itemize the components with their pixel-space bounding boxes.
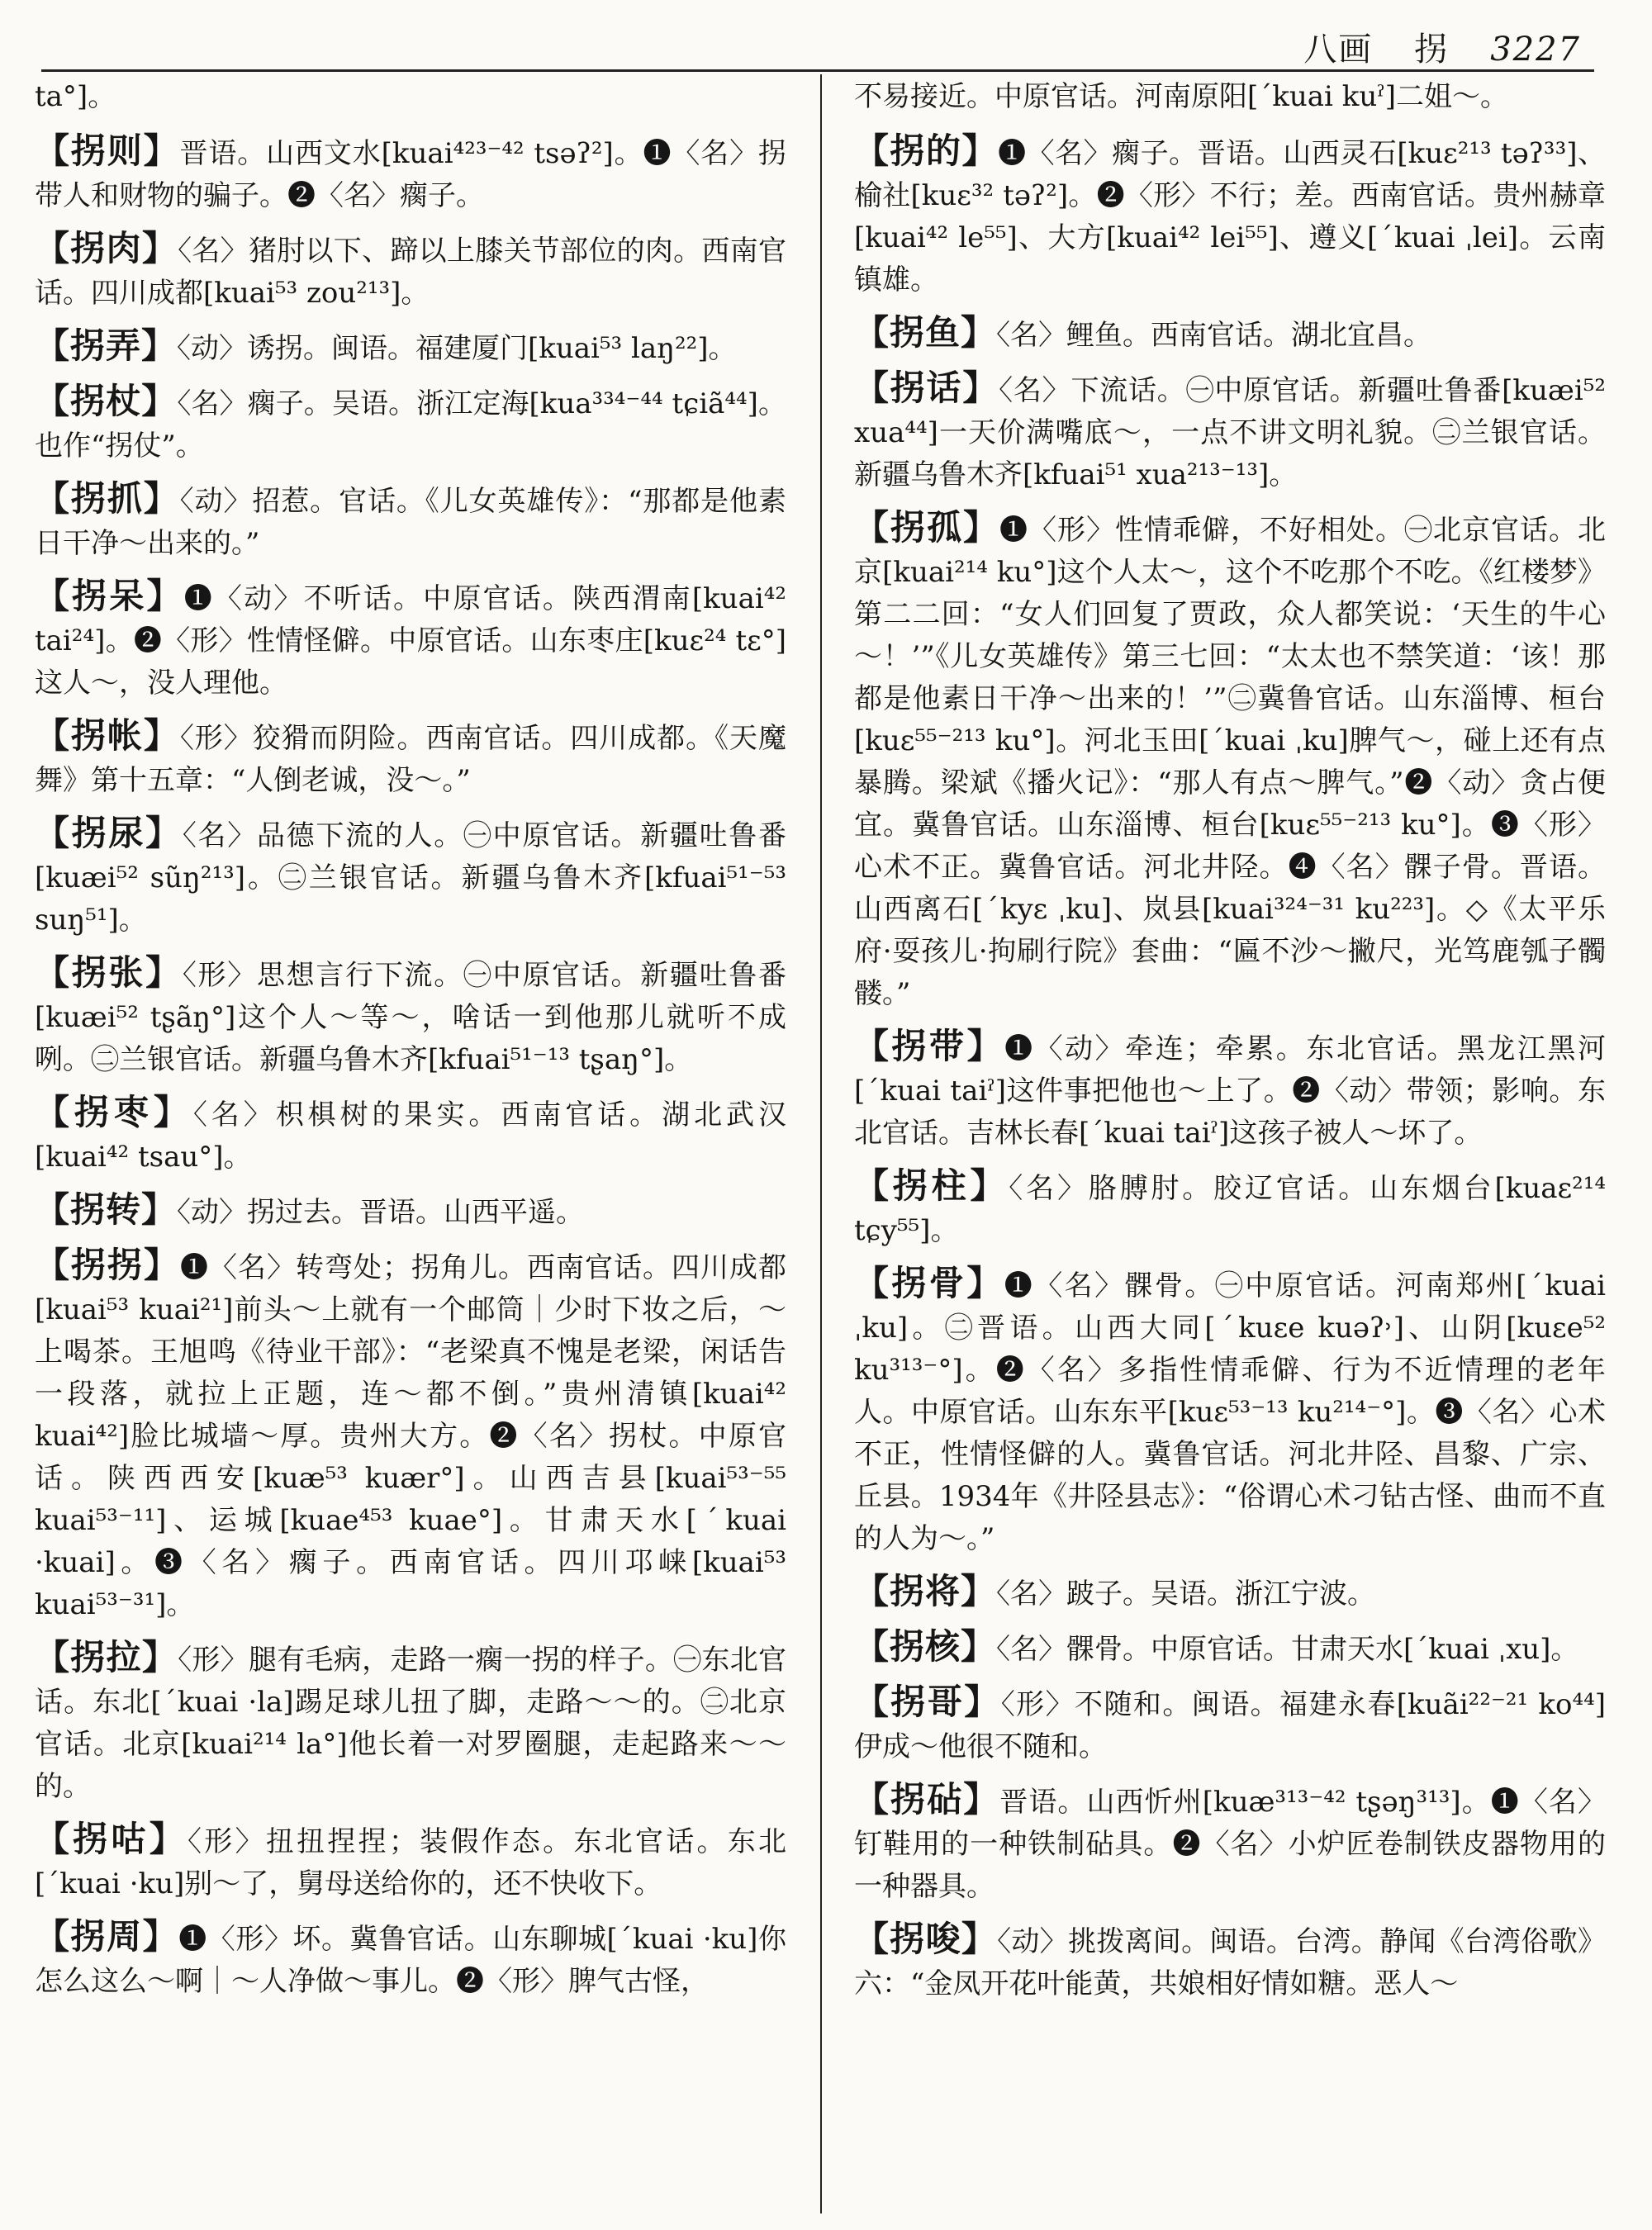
entry-definition: 〈名〉瘸子。吴语。浙江定海[kua³³⁴⁻⁴⁴ tɕiã⁴⁴]。也作“拐仗”。 bbox=[35, 387, 786, 463]
entry-headword: 【拐弄】 bbox=[35, 325, 178, 366]
dictionary-entry bbox=[35, 812, 786, 942]
entry-headword: 【拐肉】 bbox=[35, 228, 178, 268]
dictionary-entry bbox=[35, 477, 786, 565]
entry-definition: 〈形〉思想言行下流。㊀中原官话。新疆吐鲁番[kuæi⁵² tʂãŋ°]这个人～等～，啥话一到他那儿就听不成咧。㊁兰银官话。新疆乌鲁木齐[kfuai⁵¹⁻¹³ tʂaŋ°]。 bbox=[35, 959, 786, 1076]
dictionary-entry bbox=[35, 380, 786, 467]
entry-definition: 〈形〉腿有毛病，走路一瘸一拐的样子。㊀东北官话。东北[ˊkuai ·la]踢足球儿扭了脚，走路～～的。㊁北京官话。北京[kuai²¹⁴ la°]他长着一对罗圈腿，走起路来～～的。 bbox=[35, 1644, 786, 1803]
dictionary-entry bbox=[854, 1918, 1606, 2005]
entry-definition: 〈名〉品德下流的人。㊀中原官话。新疆吐鲁番[kuæi⁵² sũŋ²¹³]。㊁兰银官话。新疆乌鲁木齐[kfuai⁵¹⁻⁵³ suŋ⁵¹]。 bbox=[35, 819, 786, 937]
entry-definition: ❶〈名〉转弯处；拐角儿。西南官话。四川成都[kuai⁵³ kuai²¹]前头～上就有一个邮筒｜少时下妆之后，～上喝茶。王旭鸣《待业干部》：“老梁真不愧是老梁，闲话告一段落，就拉上正题，连～都不倒。”贵州清镇[kuai⁴² kuai⁴²]脸比城墙～厚。贵州大方。❷〈名〉拐杖。中原官话。陕西西安[kuæ⁵³ kuær°]。山西吉县[kuai⁵³⁻⁵⁵ kuai⁵³⁻¹¹]、运城[kuae⁴⁵³ kuae°]。甘肃天水[ˊkuai ·kuai]。❸〈名〉瘸子。西南官话。四川邛崃[kuai⁵³ kuai⁵³⁻³¹]。 bbox=[35, 1251, 786, 1621]
entry-definition: ❶〈形〉性情乖僻，不好相处。㊀北京官话。北京[kuai²¹⁴ ku°]这个人太～，这个不吃那个不吃。《红楼梦》第二二回：“女人们回复了贾政，众人都笑说：‘天生的牛心～！’”《儿女英雄传》第三七回：“太太也不禁笑道：‘该！那都是他素日干净～出来的！’”㊁冀鲁官话。山东淄博、桓台[kuɛ⁵⁵⁻²¹³ ku°]。河北玉田[ˊkuai ˌku]脾气～，碰上还有点暴腾。梁斌《播火记》：“那人有点～脾气。”❷〈动〉贪占便宜。冀鲁官话。山东淄博、桓台[kuɛ⁵⁵⁻²¹³ ku°]。❸〈形〉心术不正。冀鲁官话。河北井陉。❹〈名〉髁子骨。晋语。山西离石[ˊkyɛ ˌku]、岚县[kuai³²⁴⁻³¹ ku²²³]。◇《太平乐府·耍孩儿·拘刷行院》套曲：“匾不沙～撇尺，光笃鹿瓠子髑髅。” bbox=[854, 514, 1606, 1010]
entry-definition: 晋语。山西忻州[kuæ³¹³⁻⁴² tʂəŋ³¹³]。❶〈名〉钉鞋用的一种铁制砧具。❷〈名〉小炉匠卷制铁皮器物用的一种器具。 bbox=[854, 1786, 1606, 1903]
entry-definition: 晋语。山西文水[kuai⁴²³⁻⁴² tsəʔ²]。❶〈名〉拐带人和财物的骗子。❷〈名〉瘸子。 bbox=[35, 137, 786, 212]
dictionary-entry bbox=[854, 1625, 1606, 1671]
dictionary-entry bbox=[35, 325, 786, 370]
entry-headword: 【拐周】 bbox=[35, 1916, 179, 1957]
dictionary-entry bbox=[854, 1778, 1606, 1908]
dictionary-entry bbox=[854, 1025, 1606, 1155]
dictionary-entry bbox=[854, 506, 1606, 1015]
entry-headword: 【拐唆】 bbox=[854, 1919, 998, 1959]
dictionary-entry bbox=[35, 130, 786, 217]
entry-definition: 〈动〉诱拐。闽语。福建厦门[kuai⁵³ laŋ²²]。 bbox=[177, 332, 737, 365]
entry-definition: ❶〈形〉坏。冀鲁官话。山东聊城[ˊkuai ·ku]你怎么这么～啊｜～人净做～事儿。❷〈形〉脾气古怪， bbox=[35, 1923, 786, 1998]
entry-headword: 【拐则】 bbox=[35, 130, 180, 171]
entry-headword: 【拐核】 bbox=[854, 1626, 997, 1667]
dictionary-entry bbox=[35, 1818, 786, 1905]
column-divider bbox=[820, 74, 822, 2213]
entry-headword: 【拐孤】 bbox=[854, 507, 999, 548]
dictionary-entry bbox=[854, 1165, 1606, 1252]
entry-headword: 【拐杖】 bbox=[35, 381, 178, 421]
entry-definition: 〈名〉胳膊肘。胶辽官话。山东烟台[kuaɛ²¹⁴ tɕy⁵⁵]。 bbox=[854, 1172, 1606, 1247]
entry-definition: 〈形〉不随和。闽语。福建永春[kuãi²²⁻²¹ ko⁴⁴]伊成～他很不随和。 bbox=[854, 1688, 1606, 1763]
entry-definition: 〈动〉拐过去。晋语。山西平遥。 bbox=[177, 1196, 585, 1229]
left-column bbox=[35, 76, 786, 2013]
section-label: 八画 bbox=[1303, 31, 1374, 69]
entry-definition: ❶〈名〉髁骨。㊀中原官话。河南郑州[ˊkuai ˌku]。㊁晋语。山西大同[ˊkuɛe kuəʔ˒]、山阴[kuɛe⁵² ku³¹³⁻°]。❷〈名〉多指性情乖僻、行为不近情理的老年人。中原官话。山东东平[kuɛ⁵³⁻¹³ ku²¹⁴⁻°]。❸〈名〉心术不正，性情怪僻的人。冀鲁官话。河北井陉、昌黎、广宗、丘县。1934年《井陉县志》：“俗谓心术刁钻古怪、曲而不直的人为～。” bbox=[854, 1269, 1606, 1555]
entry-headword: 【拐鱼】 bbox=[854, 312, 997, 353]
right-column bbox=[854, 76, 1606, 2015]
entry-headword: 【拐话】 bbox=[854, 368, 999, 408]
entry-headword: 【拐尿】 bbox=[35, 813, 183, 853]
entry-headword: 【拐柱】 bbox=[854, 1165, 1009, 1206]
dictionary-entry bbox=[35, 951, 786, 1081]
entry-definition: 〈形〉扭扭捏捏；装假作态。东北官话。东北[ˊkuai ·ku]别～了，舅母送给你的，还不快收下。 bbox=[35, 1825, 786, 1900]
entry-headword: 【拐将】 bbox=[854, 1571, 997, 1611]
entry-definition: 〈名〉鲤鱼。西南官话。湖北宜昌。 bbox=[996, 319, 1432, 352]
dictionary-entry bbox=[854, 311, 1606, 357]
dictionary-entry bbox=[35, 1915, 786, 2003]
entry-definition: 不易接近。中原官话。河南原阳[ˊkuai kuˀ]二姐～。 bbox=[854, 80, 1509, 113]
entry-headword: 【拐抓】 bbox=[35, 478, 180, 519]
dictionary-entry bbox=[35, 76, 786, 118]
entry-definition: ❶〈动〉不听话。中原官话。陕西渭南[kuai⁴² tai²⁴]。❷〈形〉性情怪僻。中原官话。山东枣庄[kuɛ²⁴ tɛ°]这人～，没人理他。 bbox=[35, 582, 786, 700]
entry-headword: 【拐的】 bbox=[854, 130, 999, 171]
dictionary-entry bbox=[854, 367, 1606, 496]
entry-definition: ta°]。 bbox=[35, 80, 116, 113]
dictionary-entry bbox=[854, 1570, 1606, 1616]
entry-headword: 【拐拉】 bbox=[35, 1637, 178, 1677]
dictionary-entry bbox=[35, 714, 786, 802]
entry-headword: 【拐枣】 bbox=[35, 1092, 193, 1132]
dictionary-entry bbox=[35, 1244, 786, 1626]
entry-definition: 〈动〉挑拨离间。闽语。台湾。静闻《台湾俗歌》六：“金凤开花叶能黄，共娘相好情如糖。恶人～ bbox=[854, 1925, 1606, 2000]
entry-definition: ❶〈动〉牵连；牵累。东北官话。黑龙江黑河[ˊkuai taiˀ]这件事把他也～上了。❷〈动〉带领；影响。东北官话。吉林长春[ˊkuai taiˀ]这孩子被人～坏了。 bbox=[854, 1032, 1606, 1150]
dictionary-entry bbox=[35, 575, 786, 705]
entry-headword: 【拐帐】 bbox=[35, 715, 180, 756]
entry-headword: 【拐骨】 bbox=[854, 1263, 1004, 1303]
entry-definition: 〈名〉跛子。吴语。浙江宁波。 bbox=[996, 1578, 1376, 1611]
entry-definition: ❶〈名〉瘸子。晋语。山西灵石[kuɛ²¹³ təʔ³³]、榆社[kuɛ³² təʔ²]。❷〈形〉不行；差。西南官话。贵州赫章[kuai⁴² le⁵⁵]、大方[kuai⁴² lei⁵⁵]、遵义[ˊkuai ˌlei]。云南镇雄。 bbox=[854, 137, 1606, 297]
entry-headword: 【拐咕】 bbox=[35, 1819, 188, 1859]
header-rule bbox=[41, 69, 1594, 72]
entry-headword: 【拐张】 bbox=[35, 952, 183, 993]
entry-headword: 【拐带】 bbox=[854, 1026, 1005, 1066]
dictionary-entry bbox=[854, 130, 1606, 301]
entry-headword: 【拐哥】 bbox=[854, 1682, 1001, 1722]
entry-headword: 【拐转】 bbox=[35, 1189, 178, 1230]
dictionary-entry bbox=[35, 227, 786, 315]
page-number: 3227 bbox=[1490, 31, 1581, 69]
entry-definition: 〈名〉枳椇树的果实。西南官话。湖北武汉[kuai⁴² tsau°]。 bbox=[35, 1098, 786, 1174]
entry-definition: 〈动〉招惹。官话。《儿女英雄传》：“那都是他素日干净～出来的。” bbox=[35, 485, 786, 560]
entry-definition: 〈名〉髁骨。中原官话。甘肃天水[ˊkuai ˌxu]。 bbox=[996, 1633, 1579, 1666]
entry-headword: 【拐砧】 bbox=[854, 1779, 1000, 1820]
entry-definition: 〈名〉下流话。㊀中原官话。新疆吐鲁番[kuæi⁵² xua⁴⁴]一天价满嘴底～，一点不讲文明礼貌。㊁兰银官话。新疆乌鲁木齐[kfuai⁵¹ xua²¹³⁻¹³]。 bbox=[854, 374, 1606, 491]
dictionary-entry bbox=[854, 1262, 1606, 1560]
entry-definition: 〈名〉猪肘以下、蹄以上膝关节部位的肉。西南官话。四川成都[kuai⁵³ zou²¹³]。 bbox=[35, 235, 786, 310]
dictionary-entry bbox=[35, 1189, 786, 1234]
page-header bbox=[1303, 23, 1581, 70]
header-character: 拐 bbox=[1414, 31, 1450, 69]
dictionary-entry bbox=[35, 1091, 786, 1179]
entry-headword: 【拐呆】 bbox=[35, 576, 184, 616]
dictionary-entry bbox=[35, 1636, 786, 1808]
dictionary-entry bbox=[854, 76, 1606, 118]
dictionary-entry bbox=[854, 1681, 1606, 1768]
entry-headword: 【拐拐】 bbox=[35, 1245, 180, 1285]
entry-definition: 〈形〉狡猾而阴险。西南官话。四川成都。《天魔舞》第十五章：“人倒老诚，没～。” bbox=[35, 722, 786, 797]
